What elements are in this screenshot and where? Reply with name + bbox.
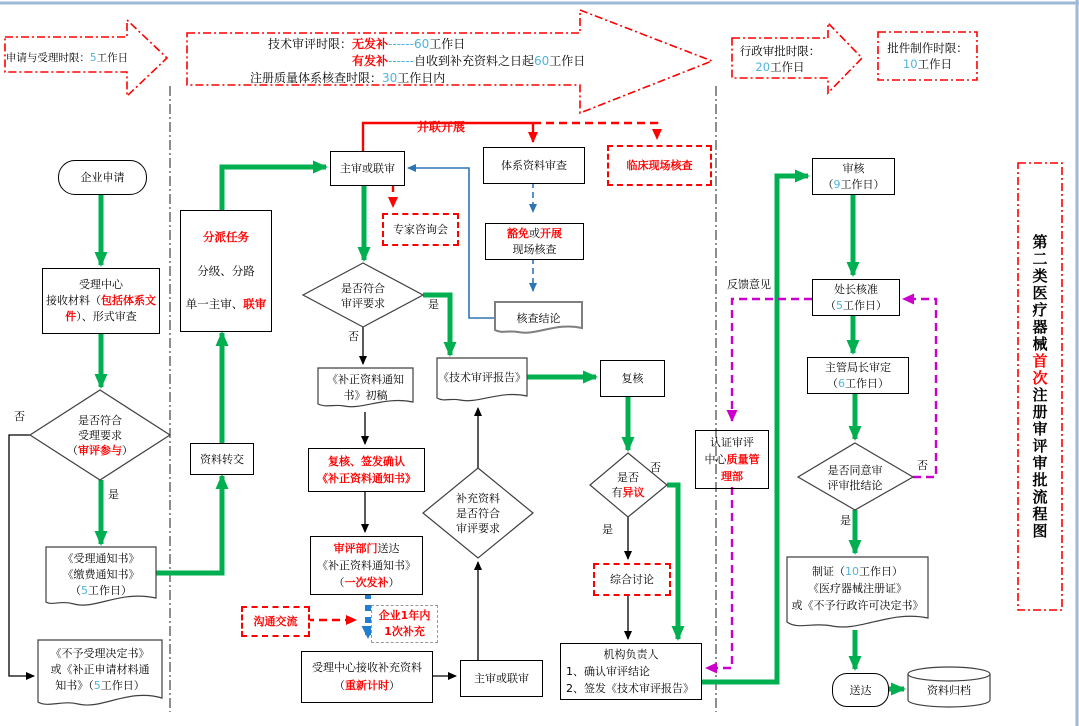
- doc-cert-label: 制证（10工作日） 《医疗器械注册证》 或《不予行政许可决定书》: [791, 564, 924, 612]
- page-title: 第二类医疗器械首次注册审评审批流程图: [1030, 233, 1049, 540]
- edge-label-yes: 是: [428, 298, 439, 311]
- node-main-review-2: 主审或联审: [460, 660, 543, 697]
- node-assign-task: 分派任务 分级、分路 单一主审、联审: [180, 210, 272, 332]
- banner-tech-line2: 有发补------自收到补充资料之日起60工作日: [352, 54, 586, 68]
- node-audit: 审核 （9工作日）: [812, 158, 895, 195]
- node-one-year-supplement: 企业1年内 1次补充: [371, 605, 438, 643]
- edge-label-no: 否: [917, 459, 928, 472]
- banner-cert-label: 批件制作时限： 10工作日: [887, 41, 968, 71]
- node-clinical-site-check: 临床现场核查: [607, 145, 712, 186]
- node-comprehensive-discussion: 综合讨论: [593, 563, 671, 596]
- banner-apply-label: 申请与受理时限：5工作日: [5, 51, 129, 64]
- decision-objection-label: 是否 有异议: [611, 471, 645, 499]
- doc-draft-label: 《补正资料通知 书》初稿: [327, 373, 404, 402]
- node-quality-dept: 认证审评 中心质量管 理部: [695, 430, 769, 489]
- edge-label-yes: 是: [840, 514, 851, 527]
- banner-tech-line1: 技术审评时限：无发补------60工作日: [268, 37, 466, 51]
- node-confirm-sign: 复核、签发确认 《补正资料通知书》: [308, 448, 425, 492]
- banner-tech-line3: 注册质量体系核查时限：30工作日内: [250, 71, 446, 85]
- node-institution-director: 机构负责人 1、确认审评结论 2、签发《技术审评报告》: [560, 643, 702, 700]
- node-communication: 沟通交流: [241, 606, 310, 637]
- node-enterprise-apply: 企业申请: [58, 160, 147, 195]
- doc-accept-label: 《受理通知书》 《缴费通知书》 （5工作日）: [62, 552, 140, 597]
- node-expert-consultation: 专家咨询会: [382, 213, 459, 246]
- decision-agree-label: 是否同意审 评审批结论: [827, 464, 883, 492]
- node-bureau-director-decide: 主管局长审定 （6工作日）: [807, 357, 909, 394]
- node-deliver: 送达: [832, 673, 889, 707]
- edge-label-no: 否: [14, 410, 25, 423]
- decision-accept-label: 是否符合 受理要求 （审评参与）: [67, 413, 133, 457]
- node-recheck: 复核: [600, 360, 665, 397]
- decision-supplement-label: 补充资料 是否符合 审评要求: [456, 491, 500, 535]
- node-dept-deliver-notice: 审评部门送达 《补正资料通知书》 （一次发补）: [310, 536, 423, 595]
- label-parallel-launch: 并联开展: [417, 120, 466, 134]
- banner-admin-label: 行政审批时限： 20工作日: [739, 44, 821, 74]
- edge-label-no: 否: [650, 461, 661, 474]
- node-reception-center: 受理中心 接收材料（包括体系文 件）、形式审查: [42, 268, 160, 334]
- edge-label-no: 否: [348, 330, 359, 343]
- node-division-chief-approve: 处长核准 （5工作日）: [812, 279, 900, 316]
- edge-label-yes: 是: [602, 523, 613, 536]
- archive-label: 资料归档: [927, 683, 971, 697]
- node-receive-supplement: 受理中心接收补充资料 （重新计时）: [301, 651, 433, 703]
- doc-reject-label: 《不予受理决定书》 或《补正申请材料通 知书》（5工作日）: [50, 647, 150, 692]
- doc-report-label: 《技术审评报告》: [438, 370, 526, 384]
- node-exempt-or-conduct: 豁免或开展 现场核查: [485, 223, 584, 260]
- node-main-review: 主审或联审: [330, 151, 405, 186]
- node-material-transfer: 资料转交: [190, 443, 254, 475]
- decision-review-label: 是否符合 审评要求: [341, 282, 385, 310]
- edge-label-yes: 是: [108, 488, 119, 501]
- label-feedback-opinion: 反馈意见: [727, 278, 771, 291]
- node-system-data-review: 体系资料审查: [483, 147, 585, 184]
- doc-conclusion-label: 核查结论: [516, 311, 561, 325]
